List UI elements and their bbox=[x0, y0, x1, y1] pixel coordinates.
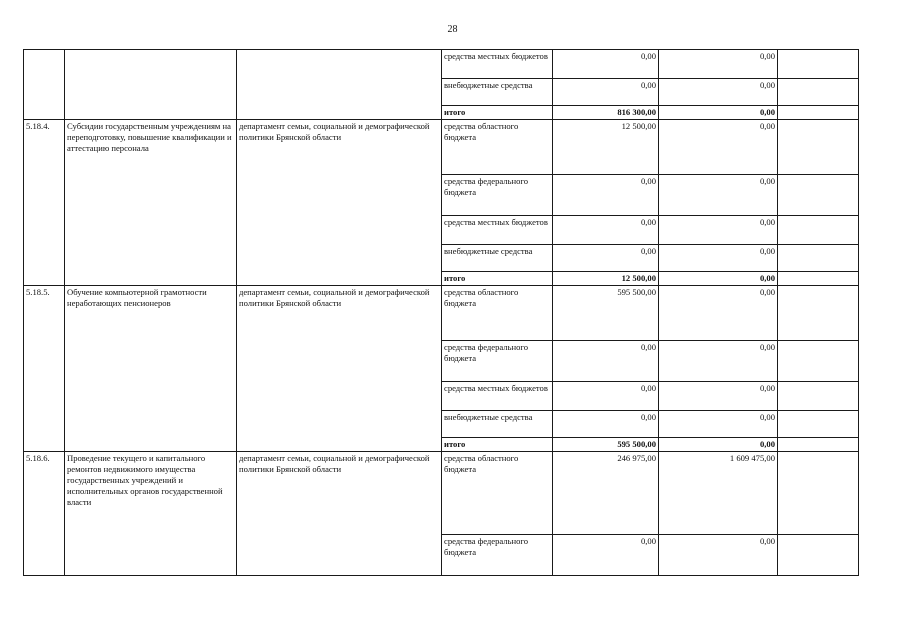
empty-cell bbox=[778, 272, 859, 286]
funding-source: средства областного бюджета bbox=[442, 286, 553, 341]
table-row bbox=[24, 452, 859, 535]
funding-source: внебюджетные средства bbox=[442, 79, 553, 106]
empty-cell bbox=[778, 535, 859, 576]
amount-cell: 0,00 bbox=[553, 79, 659, 106]
department: департамент семьи, социальной и демографической политики Брянской области bbox=[237, 452, 442, 576]
funding-source: внебюджетные средства bbox=[442, 245, 553, 272]
amount-cell: 0,00 bbox=[553, 411, 659, 438]
empty-cell bbox=[778, 50, 859, 79]
measure-id-cell bbox=[24, 50, 65, 120]
total-label: итого bbox=[442, 272, 553, 286]
amount-cell: 595 500,00 bbox=[553, 286, 659, 341]
funding-source: средства местных бюджетов bbox=[442, 50, 553, 79]
department: департамент семьи, социальной и демографической политики Брянской области bbox=[237, 120, 442, 286]
funding-source: средства областного бюджета bbox=[442, 452, 553, 535]
total-amount: 12 500,00 bbox=[553, 272, 659, 286]
empty-cell bbox=[778, 438, 859, 452]
empty-cell bbox=[778, 245, 859, 272]
amount-cell: 0,00 bbox=[659, 286, 778, 341]
amount-cell: 0,00 bbox=[553, 216, 659, 245]
measure-name: Обучение компьютерной грамотности неработающих пенсионеров bbox=[65, 286, 237, 452]
department-cell bbox=[237, 50, 442, 120]
amount-cell: 0,00 bbox=[659, 382, 778, 411]
amount-cell: 0,00 bbox=[659, 341, 778, 382]
amount-cell: 0,00 bbox=[553, 382, 659, 411]
amount-cell: 12 500,00 bbox=[553, 120, 659, 175]
total-amount: 0,00 bbox=[659, 272, 778, 286]
empty-cell bbox=[778, 382, 859, 411]
amount-cell: 0,00 bbox=[659, 245, 778, 272]
measure-name: Субсидии государственным учреждениям на переподготовку, повышение квалификации и аттестацию персонала bbox=[65, 120, 237, 286]
amount-cell: 0,00 bbox=[659, 535, 778, 576]
empty-cell bbox=[778, 120, 859, 175]
amount-cell: 0,00 bbox=[553, 50, 659, 79]
total-amount: 595 500,00 bbox=[553, 438, 659, 452]
table-row bbox=[24, 286, 859, 341]
amount-cell: 0,00 bbox=[553, 341, 659, 382]
total-amount: 816 300,00 bbox=[553, 106, 659, 120]
amount-cell: 1 609 475,00 bbox=[659, 452, 778, 535]
funding-source: средства местных бюджетов bbox=[442, 382, 553, 411]
amount-cell: 0,00 bbox=[553, 535, 659, 576]
funding-source: средства местных бюджетов bbox=[442, 216, 553, 245]
total-amount: 0,00 bbox=[659, 106, 778, 120]
amount-cell: 246 975,00 bbox=[553, 452, 659, 535]
total-label: итого bbox=[442, 438, 553, 452]
funding-source: средства федерального бюджета bbox=[442, 341, 553, 382]
department: департамент семьи, социальной и демографической политики Брянской области bbox=[237, 286, 442, 452]
budget-table bbox=[23, 49, 859, 576]
empty-cell bbox=[778, 106, 859, 120]
empty-cell bbox=[778, 286, 859, 341]
total-label: итого bbox=[442, 106, 553, 120]
empty-cell bbox=[778, 79, 859, 106]
empty-cell bbox=[778, 411, 859, 438]
measure-name-cell bbox=[65, 50, 237, 120]
amount-cell: 0,00 bbox=[659, 50, 778, 79]
amount-cell: 0,00 bbox=[659, 175, 778, 216]
funding-source: внебюджетные средства bbox=[442, 411, 553, 438]
budget-table-container bbox=[23, 49, 859, 576]
funding-source: средства федерального бюджета bbox=[442, 535, 553, 576]
page-number: 28 bbox=[447, 24, 458, 35]
total-amount: 0,00 bbox=[659, 438, 778, 452]
measure-id: 5.18.4. bbox=[24, 120, 65, 286]
amount-cell: 0,00 bbox=[659, 216, 778, 245]
amount-cell: 0,00 bbox=[659, 411, 778, 438]
funding-source: средства федерального бюджета bbox=[442, 175, 553, 216]
measure-name: Проведение текущего и капитального ремонтов недвижимого имущества государственных учреждений и исполнительных органов государственной власти bbox=[65, 452, 237, 576]
empty-cell bbox=[778, 341, 859, 382]
amount-cell: 0,00 bbox=[553, 175, 659, 216]
measure-id: 5.18.5. bbox=[24, 286, 65, 452]
measure-id: 5.18.6. bbox=[24, 452, 65, 576]
empty-cell bbox=[778, 452, 859, 535]
empty-cell bbox=[778, 175, 859, 216]
amount-cell: 0,00 bbox=[659, 120, 778, 175]
amount-cell: 0,00 bbox=[659, 79, 778, 106]
table-row bbox=[24, 50, 859, 79]
empty-cell bbox=[778, 216, 859, 245]
table-row bbox=[24, 120, 859, 175]
amount-cell: 0,00 bbox=[553, 245, 659, 272]
funding-source: средства областного бюджета bbox=[442, 120, 553, 175]
